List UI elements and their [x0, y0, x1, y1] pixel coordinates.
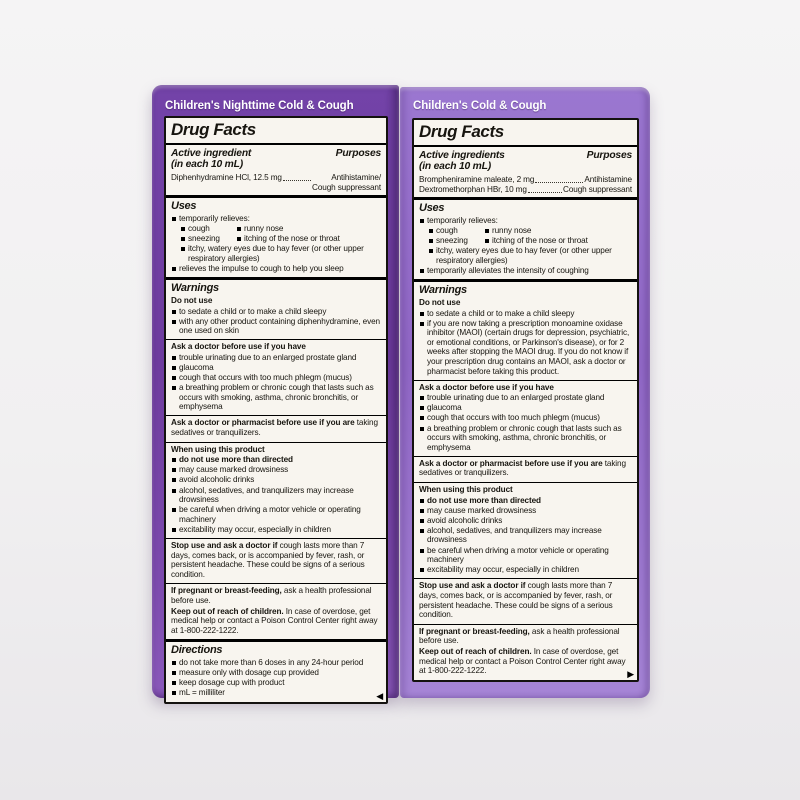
- section-heading: Directions: [171, 644, 223, 657]
- bullet-text: relieves the impulse to cough to help you sleep: [179, 263, 344, 273]
- ingredient-row: [419, 175, 632, 185]
- bullet-square-icon: [420, 529, 424, 533]
- bullet-square-icon: [172, 356, 176, 360]
- bullet-column: [180, 224, 236, 234]
- right-arrow-icon: ▶: [627, 668, 634, 679]
- purposes-label: Purposes: [335, 147, 381, 159]
- paragraph: Ask a doctor before use if you have: [171, 342, 306, 352]
- drug-facts-panel-daytime: [412, 118, 639, 682]
- bullet-item: [171, 678, 381, 688]
- bullet-square-icon: [172, 217, 176, 221]
- bullet-column: [236, 224, 283, 234]
- paragraph: Keep out of reach of children. In case of overdose, get medical help or contact a Poison Control Center right away at 1-800-222-1222.: [419, 646, 626, 676]
- ingredient-purpose: Cough suppressant: [563, 184, 632, 194]
- bullet-text: cough: [436, 226, 458, 236]
- bullet-text: sneezing: [436, 236, 468, 246]
- drug-facts-body: [166, 195, 386, 701]
- paragraph: When using this product: [419, 485, 513, 494]
- bullet-item: [419, 236, 632, 246]
- bullet-square-icon: [420, 269, 424, 273]
- ingredient-purpose: Antihistamine/ Cough suppressant: [312, 172, 381, 192]
- bullet-text: excitability may occur, especially in children: [179, 524, 331, 534]
- bullet-item: [171, 455, 381, 465]
- bullet-text: excitability may occur, especially in children: [427, 565, 579, 575]
- bullet-item: [419, 413, 632, 423]
- bullet-text: cough that occurs with too much phlegm (mucus): [179, 373, 352, 383]
- bullet-text: trouble urinating due to an enlarged prostate gland: [179, 352, 357, 362]
- bullet-square-icon: [172, 320, 176, 324]
- drug-facts-block: [414, 578, 637, 623]
- bullet-item: [419, 526, 632, 545]
- bullet-item: [419, 496, 632, 506]
- bullet-item: [171, 224, 381, 234]
- bullet-square-icon: [420, 322, 424, 326]
- bullet-square-icon: [420, 416, 424, 420]
- bullet-square-icon: [172, 376, 176, 380]
- per-dose-label: (in each 10 mL): [419, 161, 491, 173]
- ingredient-name: Brompheniramine maleate, 2 mg: [419, 174, 535, 184]
- bullet-square-icon: [429, 239, 433, 243]
- bullet-item: [171, 307, 381, 317]
- bullet-square-icon: [237, 227, 241, 231]
- drug-facts-block: [414, 482, 637, 578]
- drug-facts-title: Drug Facts: [414, 120, 637, 147]
- bullet-text: itching of the nose or throat: [492, 236, 588, 246]
- box-cold-cough: [400, 87, 650, 698]
- bullet-item: [171, 214, 381, 224]
- section-heading: Warnings: [419, 284, 467, 297]
- bullet-column: [428, 236, 484, 246]
- bullet-square-icon: [485, 229, 489, 233]
- bullet-item: [419, 226, 632, 236]
- bullet-square-icon: [172, 508, 176, 512]
- bullet-square-icon: [420, 396, 424, 400]
- left-arrow-icon: ◀: [376, 690, 383, 701]
- bullet-item: [419, 216, 632, 226]
- drug-facts-block: [414, 456, 637, 482]
- bullet-square-icon: [237, 237, 241, 241]
- bullet-square-icon: [485, 239, 489, 243]
- bullet-square-icon: [420, 427, 424, 431]
- bullet-item: [419, 403, 632, 413]
- bullet-square-icon: [420, 509, 424, 513]
- bullet-square-icon: [172, 386, 176, 390]
- bullet-text: cough: [188, 224, 210, 234]
- bullet-square-icon: [420, 499, 424, 503]
- bullet-text: avoid alcoholic drinks: [427, 515, 503, 525]
- active-ingredients-section: [414, 147, 637, 197]
- bullet-item: [419, 546, 632, 565]
- drug-facts-block: [414, 279, 637, 380]
- bullet-item: [171, 373, 381, 383]
- bullet-item: [419, 319, 632, 377]
- purposes-label: Purposes: [586, 149, 632, 161]
- bullet-square-icon: [181, 227, 185, 231]
- bullet-column: [428, 226, 484, 236]
- active-ingredient-label: Active ingredient: [171, 147, 252, 159]
- drug-facts-panel-nighttime: [164, 116, 388, 704]
- ingredient-name: Diphenhydramine HCl, 12.5 mg: [171, 172, 282, 182]
- bullet-item: [171, 668, 381, 678]
- active-ingredients-section: [166, 145, 386, 195]
- bullet-square-icon: [172, 671, 176, 675]
- bullet-square-icon: [420, 219, 424, 223]
- paragraph: If pregnant or breast-feeding, ask a health professional before use.: [171, 586, 372, 605]
- bullet-item: [419, 246, 632, 265]
- bullet-square-icon: [172, 458, 176, 462]
- box-nighttime-cold-cough: [152, 85, 399, 701]
- bullet-item: [171, 475, 381, 485]
- bullet-column: [484, 226, 531, 236]
- bullet-square-icon: [172, 267, 176, 271]
- bullet-square-icon: [172, 489, 176, 493]
- ingredient-rows: [419, 173, 632, 194]
- bullet-text: cough that occurs with too much phlegm (mucus): [427, 413, 600, 423]
- paragraph: When using this product: [171, 444, 265, 454]
- per-dose-label: (in each 10 mL): [171, 159, 243, 171]
- bullet-item: [171, 688, 381, 698]
- bullet-square-icon: [172, 468, 176, 472]
- ingredient-name: Dextromethorphan HBr, 10 mg: [419, 184, 527, 194]
- bullet-text: avoid alcoholic drinks: [179, 475, 255, 485]
- active-ingredients-heading: [419, 150, 505, 173]
- bullet-text: temporarily relieves:: [179, 213, 250, 223]
- bullet-item: [171, 234, 381, 244]
- bullet-item: [171, 363, 381, 373]
- bullet-text: mL = milliliter: [179, 688, 225, 698]
- product-name-daytime: Children's Cold & Cough: [413, 100, 547, 112]
- paragraph: Ask a doctor or pharmacist before use if you are taking sedatives or tranquilizers.: [171, 418, 378, 438]
- ingredient-rows: [171, 171, 381, 192]
- bullet-item: [419, 309, 632, 319]
- active-ingredients-header: [171, 148, 381, 171]
- bullet-text: itchy, watery eyes due to hay fever (or other upper respiratory allergies): [436, 246, 612, 265]
- bullet-square-icon: [420, 406, 424, 410]
- paragraph: Ask a doctor or pharmacist before use if you are taking sedatives or tranquilizers.: [419, 458, 626, 478]
- paragraph: If pregnant or breast-feeding, ask a health professional before use.: [419, 626, 620, 646]
- paragraph: Do not use: [171, 295, 213, 305]
- bullet-text: itchy, watery eyes due to hay fever (or other upper respiratory allergies): [188, 244, 364, 263]
- product-name-nighttime: Children's Nighttime Cold & Cough: [165, 100, 354, 112]
- bullet-square-icon: [420, 549, 424, 553]
- bullet-text: may cause marked drowsiness: [179, 465, 289, 475]
- dotted-leader: [283, 173, 311, 181]
- bullet-square-icon: [172, 691, 176, 695]
- bullet-text: glaucoma: [427, 403, 462, 413]
- active-ingredients-heading: [171, 148, 251, 171]
- bullet-text: to sedate a child or to make a child sleepy: [427, 308, 575, 318]
- bullet-item: [171, 244, 381, 263]
- bullet-text: a breathing problem or chronic cough that lasts such as occurs with smoking, asthma, chronic bronchitis, or emphysema: [179, 383, 374, 412]
- active-ingredients-header: [419, 150, 632, 173]
- bullet-column: [236, 234, 340, 244]
- ingredient-row: [419, 185, 632, 195]
- bullet-column: [180, 234, 236, 244]
- drug-facts-block: [166, 195, 386, 277]
- section-heading: Uses: [171, 200, 197, 213]
- bullet-text: alcohol, sedatives, and tranquilizers may increase drowsiness: [179, 485, 354, 505]
- bullet-item: [171, 353, 381, 363]
- bullet-text: temporarily alleviates the intensity of coughing: [427, 265, 589, 275]
- bullet-text: glaucoma: [179, 362, 214, 372]
- paragraph: Stop use and ask a doctor if cough lasts more than 7 days, comes back, or is accompanied by fever, rash, or persistent headache. These could be signs of a serious condition.: [171, 540, 365, 579]
- dotted-leader: [535, 175, 583, 183]
- bullet-text: temporarily relieves:: [427, 215, 498, 225]
- bullet-item: [171, 525, 381, 535]
- bullet-item: [171, 317, 381, 336]
- bullet-text: do not use more than directed: [179, 455, 293, 465]
- bullet-item: [419, 506, 632, 516]
- bullet-item: [171, 264, 381, 274]
- drug-facts-block: [166, 538, 386, 583]
- paragraph: Do not use: [419, 297, 461, 307]
- bullet-square-icon: [172, 528, 176, 532]
- drug-facts-block: [166, 415, 386, 441]
- bullet-item: [419, 393, 632, 403]
- dotted-leader: [528, 185, 562, 193]
- bullet-text: be careful when driving a motor vehicle or operating machinery: [179, 505, 361, 524]
- bullet-square-icon: [181, 237, 185, 241]
- bullet-item: [171, 465, 381, 475]
- bullet-square-icon: [420, 568, 424, 572]
- drug-facts-block: [166, 583, 386, 639]
- bullet-text: sneezing: [188, 234, 220, 244]
- ingredient-purpose: Antihistamine: [584, 174, 632, 184]
- section-heading: Warnings: [171, 282, 219, 295]
- bullet-text: if you are now taking a prescription monoamine oxidase inhibitor (MAOI) (certain drugs for depression, psychiatric, or emotional conditions, or Parkinson's disease), or for 2 weeks after stopping the MAOI drug. If you do not know if your prescription drug contains an MAOI, ask a doctor or pharmacist before taking this product.: [427, 318, 630, 376]
- drug-facts-title: Drug Facts: [166, 118, 386, 145]
- bullet-text: trouble urinating due to an enlarged prostate gland: [427, 393, 605, 403]
- bullet-item: [171, 486, 381, 505]
- bullet-square-icon: [420, 519, 424, 523]
- bullet-text: may cause marked drowsiness: [427, 505, 537, 515]
- bullet-item: [419, 565, 632, 575]
- bullet-text: to sedate a child or to make a child sleepy: [179, 306, 327, 316]
- drug-facts-block: [414, 197, 637, 279]
- bullet-column: [484, 236, 588, 246]
- bullet-item: [171, 658, 381, 668]
- bullet-text: keep dosage cup with product: [179, 678, 285, 688]
- paragraph: Stop use and ask a doctor if cough lasts more than 7 days, comes back, or is accompanied by fever, rash, or persistent headache. These could be signs of a serious condition.: [419, 581, 613, 620]
- bullet-square-icon: [429, 229, 433, 233]
- paragraph: Ask a doctor before use if you have: [419, 382, 554, 392]
- drug-facts-block: [414, 380, 637, 456]
- bullet-text: itching of the nose or throat: [244, 234, 340, 244]
- bullet-item: [171, 383, 381, 412]
- ingredient-row: [171, 173, 381, 192]
- active-ingredient-label: Active ingredients: [419, 149, 505, 161]
- bullet-item: [419, 266, 632, 276]
- bullet-square-icon: [172, 681, 176, 685]
- bullet-square-icon: [181, 247, 185, 251]
- bullet-text: runny nose: [492, 226, 532, 236]
- drug-facts-body: [414, 197, 637, 680]
- drug-facts-block: [414, 624, 637, 680]
- bullet-text: with any other product containing diphenhydramine, even one used on skin: [179, 316, 380, 336]
- bullet-square-icon: [172, 310, 176, 314]
- bullet-text: be careful when driving a motor vehicle or operating machinery: [427, 545, 609, 565]
- section-heading: Uses: [419, 202, 445, 215]
- bullet-square-icon: [172, 366, 176, 370]
- bullet-item: [171, 505, 381, 524]
- bullet-text: alcohol, sedatives, and tranquilizers may increase drowsiness: [427, 525, 602, 545]
- bullet-square-icon: [172, 478, 176, 482]
- bullet-text: measure only with dosage cup provided: [179, 668, 319, 678]
- drug-facts-block: [166, 639, 386, 701]
- bullet-text: do not use more than directed: [427, 495, 541, 505]
- drug-facts-block: [166, 339, 386, 415]
- bullet-text: do not take more than 6 doses in any 24-hour period: [179, 658, 364, 668]
- drug-facts-block: [166, 277, 386, 339]
- bullet-item: [419, 516, 632, 526]
- drug-facts-block: [166, 442, 386, 538]
- bullet-square-icon: [172, 661, 176, 665]
- bullet-square-icon: [420, 312, 424, 316]
- bullet-text: runny nose: [244, 224, 284, 234]
- paragraph: Keep out of reach of children. In case of overdose, get medical help or contact a Poison Control Center right away at 1-800-222-1222.: [171, 606, 378, 635]
- bullet-square-icon: [429, 249, 433, 253]
- bullet-text: a breathing problem or chronic cough that lasts such as occurs with smoking, asthma, chronic bronchitis, or emphysema: [427, 423, 622, 452]
- bullet-item: [419, 424, 632, 453]
